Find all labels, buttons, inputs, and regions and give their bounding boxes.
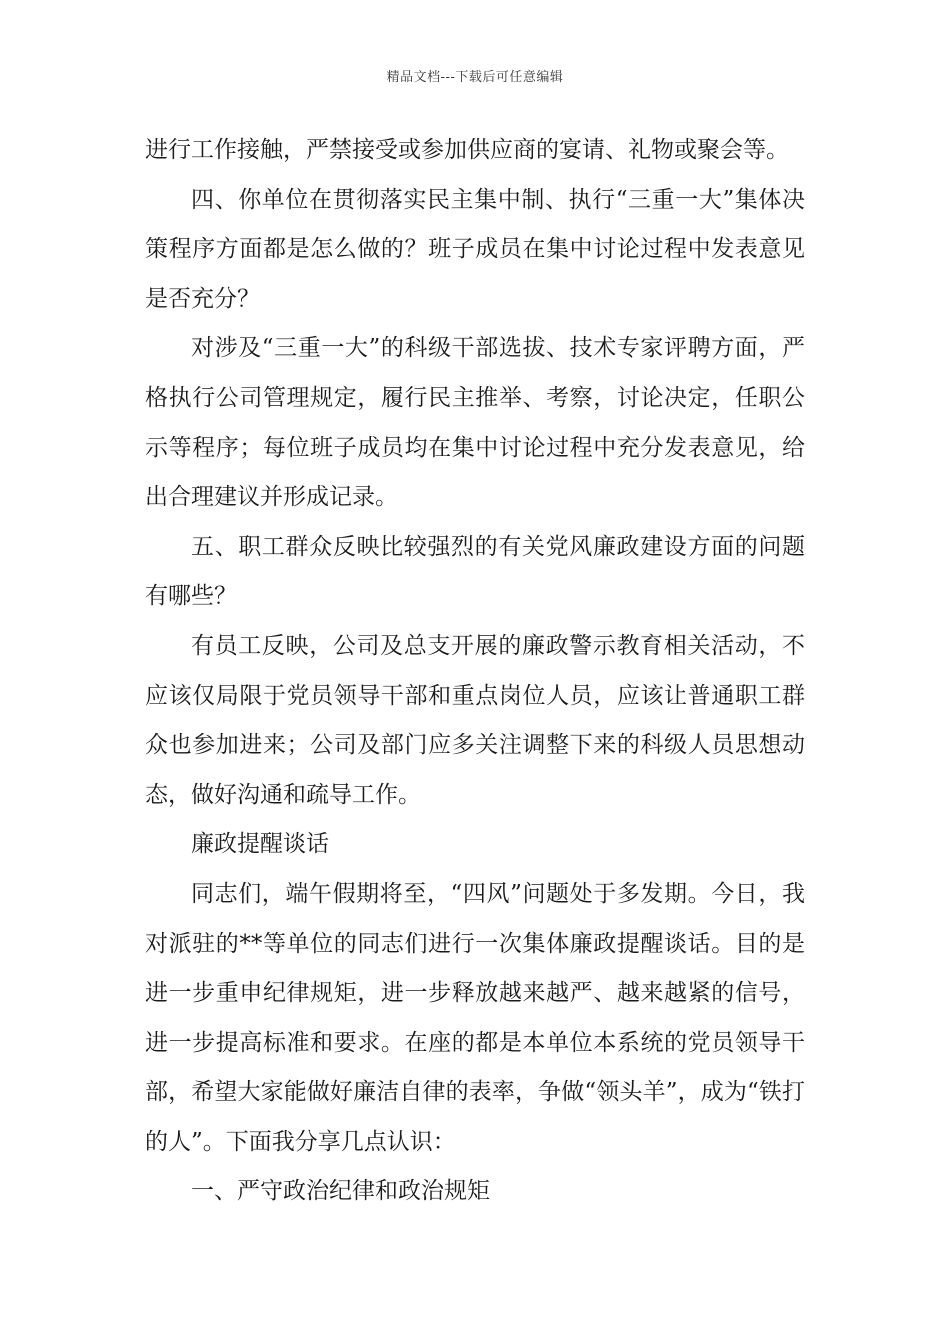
paragraph-2-question-four: 四、你单位在贯彻落实民主集中制、执行“三重一大”集体决策程序方面都是怎么做的？班子成员在集中讨论过程中发表意见是否充分？ (145, 186, 805, 312)
subheading-one: 一、严守政治纪律和政治规矩 (191, 1178, 490, 1205)
document-body (145, 126, 805, 1217)
paragraph-1: 进行工作接触，严禁接受或参加供应商的宴请、礼物或聚会等。 (145, 137, 789, 163)
paragraph-7-speech: 同志们，端午假期将至，“四风”问题处于多发期。今日，我对派驻的**等单位的同志们进行一次集体廉政提醒谈话。目的是进一步重申纪律规矩，进一步释放越来越严、越来越紧的信号，进一步提高标准和要求。在座的都是本单位本系统的党员领导干部，希望大家能做好廉洁自律的表率，争做“领头羊”，成为“铁打的人”。下面我分享几点认识： (145, 880, 805, 1155)
paragraph-5-answer-five: 有员工反映，公司及总支开展的廉政警示教育相关活动，不应该仅局限于党员领导干部和重点岗位人员，应该让普通职工群众也参加进来；公司及部门应多关注调整下来的科级人员思想动态，做好沟通和疏导工作。 (145, 632, 805, 808)
page-header: 精品文档---下载后可任意编辑 (386, 70, 564, 85)
paragraph-3-answer-four: 对涉及“三重一大”的科级干部选拔、技术专家评聘方面，严格执行公司管理规定，履行民主推举、考察，讨论决定，任职公示等程序；每位班子成员均在集中讨论过程中充分发表意见，给出合理建议并形成记录。 (145, 335, 805, 511)
paragraph-4-question-five: 五、职工群众反映比较强烈的有关党风廉政建设方面的问题有哪些？ (145, 533, 805, 610)
section-heading: 廉政提醒谈话 (191, 831, 329, 858)
